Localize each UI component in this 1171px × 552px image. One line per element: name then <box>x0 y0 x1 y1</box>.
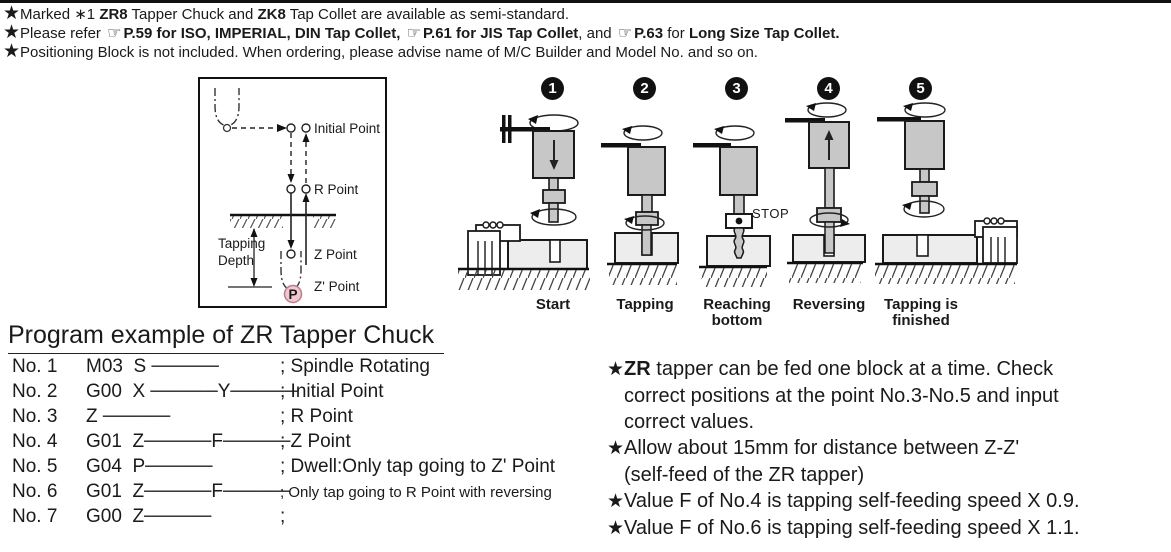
step-2-label: Tapping <box>616 296 674 313</box>
star-icon: ★ <box>3 22 21 43</box>
note-positioning-block: ★Positioning Block is not included. When ordering, please advise name of M/C Builder and Model No. and so on. <box>3 41 758 62</box>
top-notes <box>3 5 840 62</box>
note-value-f-no4: ★Value F of No.4 is tapping self-feeding speed X 0.9. <box>607 490 1080 512</box>
step-3-label: Reaching bottom <box>703 296 771 329</box>
step-3-badge: 3 <box>725 77 748 100</box>
step-5-label: Tapping is finished <box>884 296 958 329</box>
tapping-depth-label: Tapping <box>218 236 266 251</box>
star-icon: ★ <box>607 438 625 459</box>
svg-text:Depth: Depth <box>218 253 255 268</box>
step-4-label: Reversing <box>792 296 866 313</box>
tapping-path-diagram <box>200 79 385 306</box>
r-point-label: R Point <box>314 182 359 197</box>
pointing-hand-icon: ☞ <box>406 25 421 42</box>
top-rule <box>0 0 1171 3</box>
program-row: No. 5 G04 P───── ; Dwell:Only tap going to Z' Point <box>12 456 556 477</box>
step-2-tapping-figure <box>599 98 691 288</box>
pointing-hand-icon: ☞ <box>107 25 122 42</box>
note-value-f-no6: ★Value F of No.6 is tapping self-feeding speed X 1.1. <box>607 517 1080 539</box>
star-icon: ★ <box>3 41 21 62</box>
note-one-block: ★ZR tapper can be fed one block at a time. Check correct positions at the point No.3-No.5 and input correct values. <box>607 358 1059 433</box>
program-row: No. 4 G01 Z─────F───── ; Z Point <box>12 431 351 452</box>
step-5-badge: 5 <box>909 77 932 100</box>
step-1-badge: 1 <box>541 77 564 100</box>
stop-label: STOP <box>752 206 790 221</box>
step-1-start-figure <box>456 98 596 298</box>
star-icon: ★ <box>3 3 21 24</box>
program-row: No. 6 G01 Z─────F───── ; Only tap going to R Point with reversing <box>12 481 552 502</box>
tapping-path-diagram-box <box>198 77 387 308</box>
step-4-reversing-figure <box>783 98 875 288</box>
step-5-finished-figure <box>865 98 1020 288</box>
program-title: Program example of ZR Tapper Chuck <box>8 321 444 354</box>
note-semi-standard: ★Marked ∗1 ZR8 Tapper Chuck and ZK8 Tap Collet are available as semi-standard. <box>3 3 570 24</box>
step-4-badge: 4 <box>817 77 840 100</box>
step-1-label: Start <box>535 296 571 313</box>
pointing-hand-icon: ☞ <box>617 25 633 42</box>
step-2-badge: 2 <box>633 77 656 100</box>
side-notes <box>607 356 1171 542</box>
star-icon: ★ <box>607 518 625 539</box>
initial-point-label: Initial Point <box>314 121 381 136</box>
program-listing <box>12 356 612 531</box>
z-point-label: Z Point <box>314 247 357 262</box>
program-row: No. 2 G00 X ─────Y───── ; Initial Point <box>12 381 384 402</box>
program-row: No. 3 Z ───── ; R Point <box>12 406 353 427</box>
program-row: No. 7 G00 Z───── ; <box>12 506 286 527</box>
note-refer-pages: ★Please refer ☞ P.59 for ISO, IMPERIAL, DIN Tap Collet, ☞ P.61 for JIS Tap Collet, and ☞ P.63 for Long Size Tap Collet. <box>3 22 840 43</box>
note-15mm: ★Allow about 15mm for distance between Z-Z' (self-feed of the ZR tapper) <box>607 437 1020 486</box>
star-icon: ★ <box>607 491 625 512</box>
star-icon: ★ <box>607 359 625 380</box>
z-prime-point-label: Z' Point <box>314 279 360 294</box>
program-row: No. 1 M03 S ───── ; Spindle Rotating <box>12 356 430 377</box>
svg-text:P: P <box>288 287 298 302</box>
